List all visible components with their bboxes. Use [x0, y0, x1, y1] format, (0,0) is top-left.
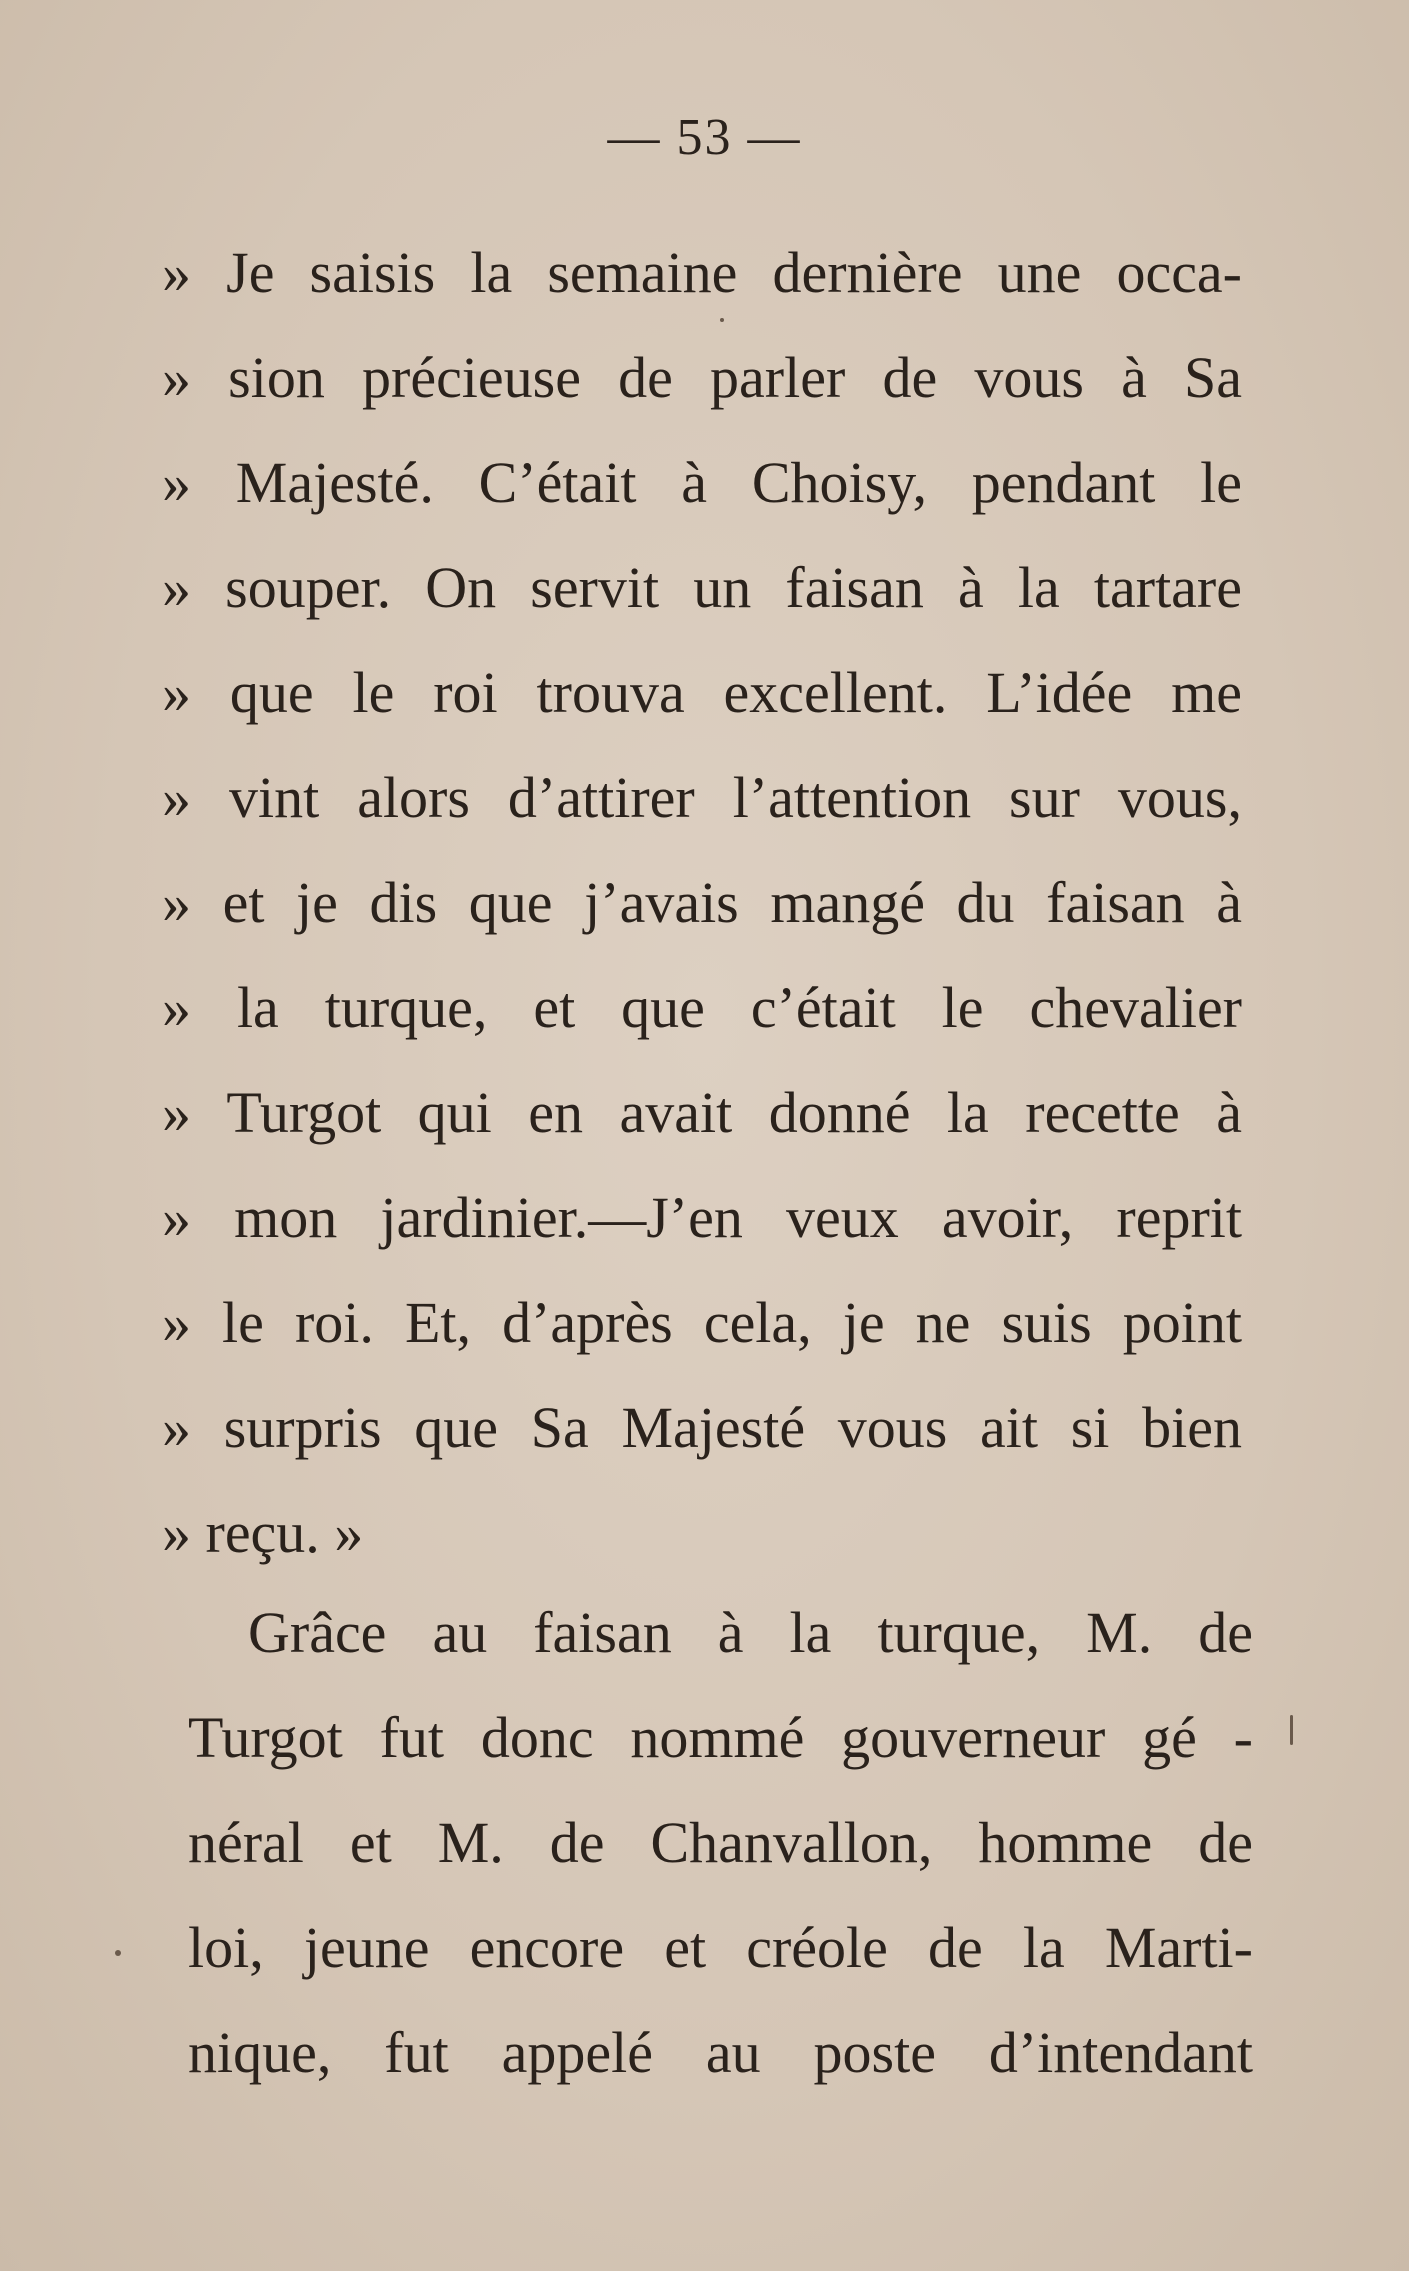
text-line: » Turgot qui en avait donné la recette à	[162, 1080, 1242, 1145]
text-line: » vint alors d’attirer l’attention sur vous,	[162, 765, 1242, 830]
text-line: » reçu. »	[162, 1500, 364, 1565]
text-line: » que le roi trouva excellent. L’idée me	[162, 660, 1242, 725]
text-line: » la turque, et que c’était le chevalier	[162, 975, 1242, 1040]
text-line: néral et M. de Chanvallon, homme de	[188, 1810, 1253, 1875]
paper-speck	[115, 1950, 121, 1956]
text-line: » et je dis que j’avais mangé du faisan à	[162, 870, 1242, 935]
text-line: » Majesté. C’était à Choisy, pendant le	[162, 450, 1242, 515]
text-line: Turgot fut donc nommé gouverneur gé -	[188, 1705, 1253, 1770]
paper-speck	[720, 318, 724, 322]
text-line: » sion précieuse de parler de vous à Sa	[162, 345, 1242, 410]
page-number: — 53 —	[607, 109, 802, 166]
text-line: » Je saisis la semaine dernière une occa-	[162, 240, 1242, 305]
text-line: nique, fut appelé au poste d’intendant	[188, 2020, 1253, 2085]
text-line: » mon jardinier.—J’en veux avoir, reprit	[162, 1185, 1242, 1250]
text-line: » le roi. Et, d’après cela, je ne suis point	[162, 1290, 1242, 1355]
text-line: » souper. On servit un faisan à la tartare	[162, 555, 1242, 620]
paragraph-first-line: Grâce au faisan à la turque, M. de	[248, 1600, 1253, 1665]
paper-speck	[1290, 1715, 1293, 1745]
text-line: loi, jeune encore et créole de la Marti-	[188, 1915, 1253, 1980]
text-line: » surpris que Sa Majesté vous ait si bien	[162, 1395, 1242, 1460]
